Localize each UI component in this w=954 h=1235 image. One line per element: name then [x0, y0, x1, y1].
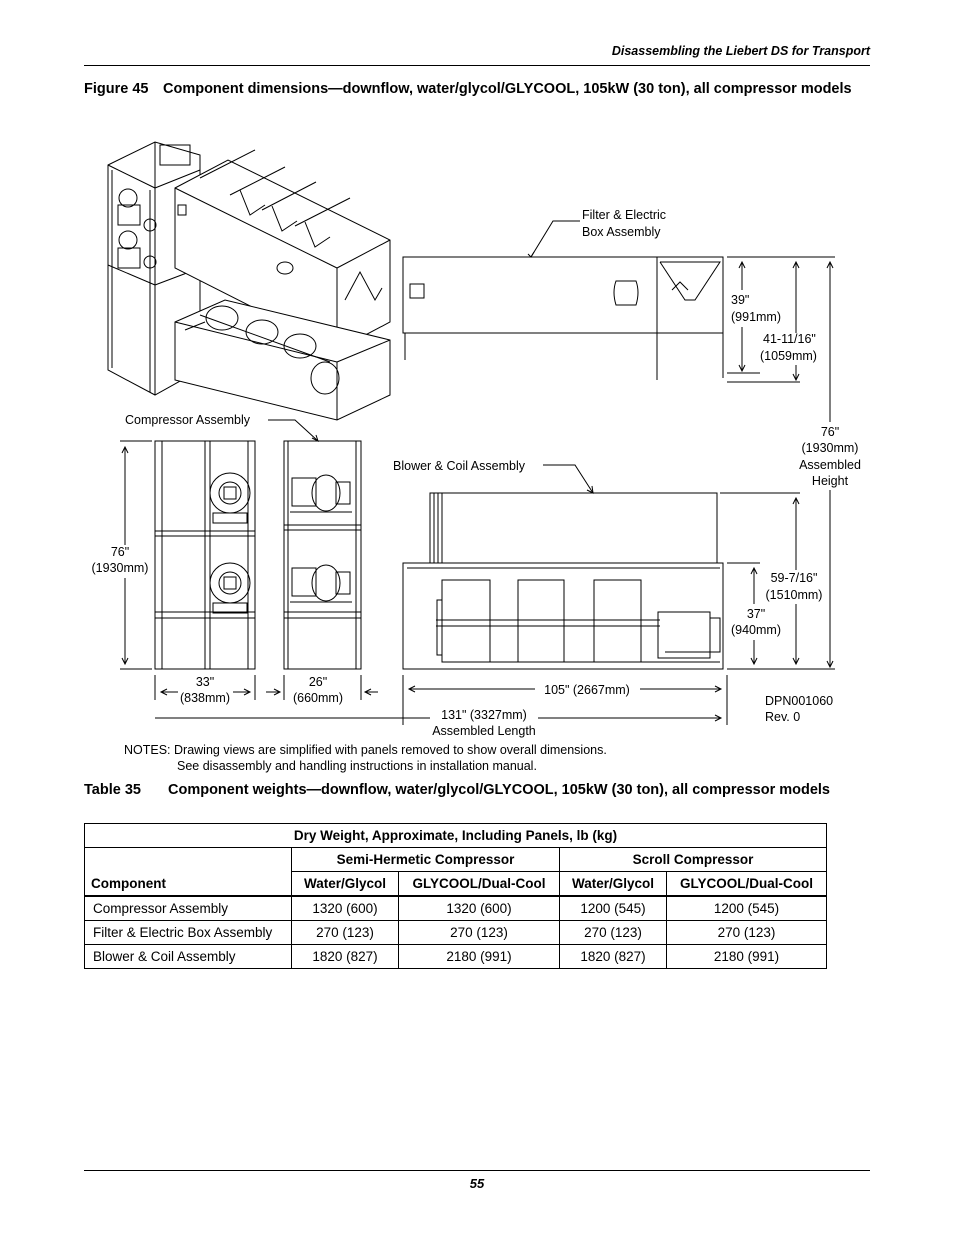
dim-39-in: 39" [731, 293, 750, 307]
footer-rule [84, 1170, 870, 1171]
dim-59-mm: (1510mm) [765, 588, 823, 602]
compressor-front-view [155, 441, 255, 669]
dim-37-mm: (940mm) [730, 623, 782, 637]
dim-76-right-l2: Height [811, 474, 849, 488]
dim-131: 131" (3327mm) [441, 708, 527, 722]
dpn-number: DPN001060 [765, 694, 834, 708]
running-header: Disassembling the Liebert DS for Transport [611, 44, 870, 58]
row-value: 1820 (827) [292, 945, 399, 969]
dim-37-in: 37" [746, 607, 766, 621]
dim-26-mm: (660mm) [292, 691, 344, 705]
dim-41-mm: (1059mm) [760, 349, 817, 363]
dim-76-left-in: 76" [110, 545, 130, 559]
revision: Rev. 0 [765, 710, 801, 724]
dim-76-right-mm: (1930mm) [801, 441, 859, 455]
filter-box-label-2: Box Assembly [582, 225, 661, 239]
group-header-semi-hermetic: Semi-Hermetic Compressor [292, 848, 560, 872]
sub-header-water-glycol-1: Water/Glycol [292, 872, 399, 897]
table-label: Table 35 [84, 782, 141, 798]
dim-59-in: 59-7/16" [770, 571, 818, 585]
table-row [85, 921, 827, 945]
table-top-header: Dry Weight, Approximate, Including Panels, lb (kg) [85, 824, 827, 848]
row-value: 270 (123) [292, 921, 399, 945]
compressor-assembly-label: Compressor Assembly [125, 413, 251, 427]
dim-76-right-in: 76" [820, 425, 840, 439]
row-component: Filter & Electric Box Assembly [85, 921, 292, 945]
table-group-header-row [85, 848, 827, 872]
row-value: 1320 (600) [292, 896, 399, 921]
drawing-notes [124, 742, 607, 774]
sub-header-glycool-2: GLYCOOL/Dual-Cool [667, 872, 827, 897]
row-value: 2180 (991) [399, 945, 560, 969]
component-header: Component [85, 848, 292, 897]
sub-header-glycool-1: GLYCOOL/Dual-Cool [399, 872, 560, 897]
sub-header-water-glycol-2: Water/Glycol [560, 872, 667, 897]
filter-box-side-view [403, 221, 723, 380]
row-value: 1200 (545) [667, 896, 827, 921]
figure-title: Component dimensions—downflow, water/glycol/GLYCOOL, 105kW (30 ton), all compressor models [163, 81, 852, 97]
group-header-scroll: Scroll Compressor [560, 848, 827, 872]
table-row [85, 896, 827, 921]
table-caption [84, 781, 864, 799]
isometric-exploded-view [108, 142, 390, 420]
dim-76-right-l1: Assembled [799, 458, 861, 472]
row-value: 1320 (600) [399, 896, 560, 921]
page-number: 55 [469, 1176, 485, 1191]
dim-39-mm: (991mm) [731, 310, 782, 324]
notes-line-1: NOTES: Drawing views are simplified with panels removed to show overall dimensions. [124, 743, 607, 757]
dim-41-in: 41-11/16" [763, 332, 816, 346]
row-value: 2180 (991) [667, 945, 827, 969]
row-value: 1200 (545) [560, 896, 667, 921]
dim-33-mm: (838mm) [179, 691, 231, 705]
row-component: Compressor Assembly [85, 896, 292, 921]
blower-coil-label: Blower & Coil Assembly [393, 459, 525, 473]
row-value: 270 (123) [399, 921, 560, 945]
table-row [85, 945, 827, 969]
blower-coil-side-view [403, 465, 723, 669]
notes-line-2: See disassembly and handling instructions in installation manual. [177, 759, 537, 773]
compressor-side-view [268, 420, 361, 669]
table-top-header-row [85, 824, 827, 848]
row-value: 1820 (827) [560, 945, 667, 969]
figure-label: Figure 45 [84, 81, 149, 97]
dim-131-assembled-length: Assembled Length [432, 724, 536, 738]
table-title: Component weights—downflow, water/glycol/GLYCOOL, 105kW (30 ton), all compressor models [168, 782, 831, 798]
dim-105: 105" (2667mm) [544, 683, 630, 697]
row-value: 270 (123) [560, 921, 667, 945]
dim-76-left-mm: (1930mm) [91, 561, 149, 575]
row-value: 270 (123) [667, 921, 827, 945]
component-weights-table [84, 823, 827, 969]
dim-26-in: 26" [308, 675, 328, 689]
row-component: Blower & Coil Assembly [85, 945, 292, 969]
dim-33-in: 33" [195, 675, 215, 689]
filter-box-label-1: Filter & Electric [582, 208, 667, 222]
